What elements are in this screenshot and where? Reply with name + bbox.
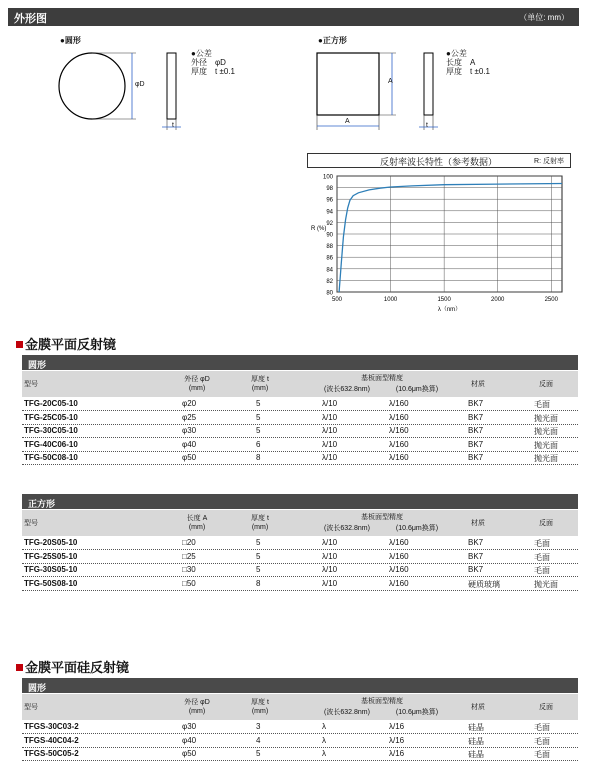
cell-material: BK7 (468, 565, 484, 574)
cell-conversion: λ/160 (389, 453, 409, 462)
section1-title: 金膜平面反射镜 (25, 337, 117, 352)
cell-backside: 毛面 (534, 400, 550, 409)
cell-size: φ50 (182, 749, 197, 758)
section2-title: 金膜平面硅反射镜 (25, 660, 130, 675)
cell-backside: 毛面 (534, 750, 550, 759)
cell-model: TFG-40C06-10 (24, 439, 78, 449)
dim-t-label: t (172, 122, 174, 129)
cell-thickness: 5 (256, 551, 261, 561)
square-tolerance-thickness: 厚度 t ±0.1 (446, 67, 490, 76)
cell-thickness: 5 (256, 749, 261, 758)
cell-model: TFG-25S05-10 (24, 551, 78, 561)
s1t1-header (22, 371, 578, 397)
square-tolerance-length: 长度 A (446, 58, 476, 67)
s2t1-h-wavelength: (波长632.8nm) (324, 709, 370, 716)
y-tick-label: 90 (326, 232, 333, 239)
s1t2-h-material: 材质 (471, 520, 485, 527)
cell-thickness: 4 (256, 735, 261, 745)
cell-size: □30 (182, 565, 196, 574)
cell-backside: 毛面 (534, 736, 550, 746)
cell-thickness: 5 (256, 399, 261, 408)
cell-backside: 毛面 (534, 723, 550, 732)
s2t1-h-backside: 反面 (539, 704, 553, 711)
s1t2-h-backside: 反面 (539, 520, 553, 527)
cell-material: 硅晶 (468, 736, 484, 746)
page-header-title: 外形图 (14, 13, 47, 25)
cell-conversion: λ/160 (389, 578, 409, 588)
s2t1-h-thickness: 厚度 t (mm) (251, 699, 269, 715)
s1t2-h-conversion: (10.6μm换算) (395, 525, 439, 532)
cell-flatness: λ/10 (322, 426, 338, 435)
cell-thickness: 5 (256, 565, 261, 574)
chart-title-box (307, 153, 571, 168)
table-row (22, 425, 578, 438)
unit-label: （单位: mm） (519, 13, 569, 22)
cell-model: TFGS-50C05-2 (24, 749, 79, 758)
cell-conversion: λ/160 (389, 538, 409, 547)
cell-model: TFG-30S05-10 (24, 565, 78, 574)
s2t1-h-material: 材质 (471, 704, 485, 711)
cell-backside: 毛面 (534, 539, 550, 548)
cell-model: TFG-20C05-10 (24, 399, 78, 408)
y-tick-label: 80 (326, 290, 333, 297)
s1t1-band-label: 圆形 (28, 360, 47, 370)
cell-backside: 抛光面 (534, 579, 558, 589)
table-row (22, 412, 578, 425)
cell-size: φ30 (182, 426, 197, 435)
cell-backside: 抛光面 (534, 440, 558, 450)
table-row (22, 748, 578, 761)
square-side-view (424, 53, 433, 115)
cell-model: TFG-50C08-10 (24, 453, 78, 462)
round-tolerance-thickness: 厚度 t ±0.1 (191, 67, 235, 76)
cell-thickness: 8 (256, 453, 261, 462)
dim-a-bottom-label: A (345, 118, 350, 125)
cell-flatness: λ/10 (322, 412, 338, 422)
cell-material: BK7 (468, 412, 484, 422)
cell-flatness: λ/10 (322, 578, 338, 588)
cell-flatness: λ/10 (322, 399, 338, 408)
cell-conversion: λ/160 (389, 565, 409, 574)
y-tick-label: 100 (322, 174, 333, 181)
cell-conversion: λ/160 (389, 412, 409, 422)
cell-thickness: 3 (256, 722, 261, 731)
section2-heading (16, 657, 129, 676)
round-front-view (59, 53, 125, 119)
x-tick-label: 500 (331, 297, 343, 303)
cell-material: BK7 (468, 551, 484, 561)
s1t2-band (22, 494, 578, 509)
cell-conversion: λ/160 (389, 399, 409, 408)
s1t2-h-wavelength: (波长632.8nm) (324, 525, 370, 532)
cell-model: TFG-20S05-10 (24, 538, 78, 547)
round-tolerance-title: ●公差 (191, 49, 212, 58)
cell-material: BK7 (468, 453, 484, 462)
table-row (22, 439, 578, 452)
s2t1-header (22, 694, 578, 720)
cell-model: TFG-50S08-10 (24, 578, 78, 588)
cell-material: BK7 (468, 399, 484, 408)
chart-legend: R: 反射率 (534, 158, 564, 165)
cell-material: 硅晶 (468, 750, 484, 759)
s1t1-h-conversion: (10.6μm换算) (395, 386, 439, 393)
round-mirror-drawing (40, 44, 200, 134)
cell-conversion: λ/160 (389, 439, 409, 449)
page-header-bar (8, 8, 579, 26)
cell-flatness: λ/10 (322, 538, 338, 547)
table-row (22, 551, 578, 564)
s2t1-h-flatness: 基板面型精度 (361, 698, 403, 705)
cell-flatness: λ (322, 722, 326, 731)
s2t1-band (22, 678, 578, 693)
cell-thickness: 6 (256, 439, 261, 449)
s1t2-header (22, 510, 578, 536)
cell-model: TFG-30C05-10 (24, 426, 78, 435)
round-tolerance-diameter: 外径 φD (191, 58, 226, 67)
chart-title: 反射率波长特性（参考数据） (380, 157, 498, 167)
s1t1-h-thickness: 厚度 t (mm) (251, 376, 269, 392)
square-dim-t-label: t (426, 122, 428, 129)
cell-size: φ25 (182, 412, 197, 422)
x-tick-label: 1000 (383, 297, 398, 303)
round-drawing-title: ●圆形 (60, 36, 81, 45)
cell-backside: 毛面 (534, 552, 550, 562)
table-row (22, 578, 578, 591)
cell-backside: 毛面 (534, 566, 550, 575)
x-tick-label: 2500 (544, 297, 558, 303)
cell-size: □50 (182, 578, 196, 588)
cell-model: TFGS-40C04-2 (24, 735, 79, 745)
cell-size: φ50 (182, 453, 197, 462)
cell-conversion: λ/16 (389, 735, 405, 745)
table-row (22, 721, 578, 734)
s1t1-h-wavelength: (波长632.8nm) (324, 386, 370, 393)
cell-size: φ40 (182, 439, 197, 449)
cell-thickness: 5 (256, 426, 261, 435)
square-drawing-title: ●正方形 (318, 36, 347, 45)
cell-size: □25 (182, 551, 196, 561)
y-tick-label: 96 (326, 197, 333, 204)
section1-heading (16, 334, 116, 353)
cell-thickness: 8 (256, 578, 261, 588)
s1t1-h-flatness: 基板面型精度 (361, 375, 403, 382)
cell-conversion: λ/16 (389, 749, 405, 758)
cell-flatness: λ (322, 749, 326, 758)
reflectance-chart (300, 168, 580, 320)
dim-d-label: φD (135, 81, 145, 88)
s1t1-h-model: 型号 (24, 381, 38, 388)
s1t2-h-length: 长度 A (mm) (186, 515, 208, 531)
cell-conversion: λ/16 (389, 722, 405, 731)
y-tick-label: 82 (326, 278, 333, 285)
cell-size: φ20 (182, 399, 197, 408)
square-front-view (317, 53, 379, 115)
table-row (22, 398, 578, 411)
red-square-bullet (16, 664, 23, 671)
cell-material: BK7 (468, 426, 484, 435)
table-row (22, 537, 578, 550)
y-tick-label: 98 (326, 186, 333, 193)
y-axis-label: R (%) (311, 226, 327, 232)
cell-material: BK7 (468, 439, 484, 449)
s2t1-h-conversion: (10.6μm换算) (395, 709, 439, 716)
dim-a-side-label: A (388, 78, 393, 85)
cell-size: φ30 (182, 722, 197, 731)
cell-size: □20 (182, 538, 196, 547)
y-tick-label: 92 (326, 220, 333, 227)
s1t2-h-thickness: 厚度 t (mm) (251, 515, 269, 531)
cell-thickness: 5 (256, 412, 261, 422)
cell-material: 硅晶 (468, 723, 484, 732)
s1t2-h-flatness: 基板面型精度 (361, 514, 403, 521)
cell-flatness: λ/10 (322, 551, 338, 561)
cell-backside: 抛光面 (534, 427, 558, 436)
table-row (22, 564, 578, 577)
cell-model: TFG-25C05-10 (24, 412, 78, 422)
cell-backside: 抛光面 (534, 454, 558, 463)
square-tolerance-title: ●公差 (446, 49, 467, 58)
table-row (22, 452, 578, 465)
s1t2-h-model: 型号 (24, 520, 38, 527)
y-tick-label: 86 (326, 255, 333, 262)
cell-conversion: λ/160 (389, 426, 409, 435)
cell-thickness: 5 (256, 538, 261, 547)
x-tick-label: 2000 (491, 297, 505, 303)
round-side-view (167, 53, 176, 119)
cell-flatness: λ/10 (322, 565, 338, 574)
cell-flatness: λ/10 (322, 453, 338, 462)
x-axis-label: λ（nm） (437, 307, 462, 313)
cell-flatness: λ/10 (322, 439, 338, 449)
cell-flatness: λ (322, 735, 326, 745)
cell-backside: 抛光面 (534, 413, 558, 423)
cell-size: φ40 (182, 735, 197, 745)
y-tick-label: 88 (326, 244, 333, 251)
s2t1-h-model: 型号 (24, 704, 38, 711)
y-tick-label: 84 (326, 267, 333, 274)
cell-conversion: λ/160 (389, 551, 409, 561)
table-row (22, 735, 578, 748)
s1t1-band (22, 355, 578, 370)
s1t1-h-diameter: 外径 φD (mm) (184, 376, 210, 392)
red-square-bullet (16, 341, 23, 348)
s1t1-h-backside: 反面 (539, 381, 553, 388)
s1t2-band-label: 正方形 (28, 499, 56, 509)
s2t1-band-label: 圆形 (28, 683, 47, 693)
s2t1-h-diameter: 外径 φD (mm) (184, 699, 210, 715)
y-tick-label: 94 (326, 209, 333, 216)
cell-model: TFGS-30C03-2 (24, 722, 79, 731)
s1t1-h-material: 材质 (471, 381, 485, 388)
cell-material: BK7 (468, 538, 484, 547)
cell-material: 硬质玻璃 (468, 579, 500, 589)
x-tick-label: 1500 (437, 297, 451, 303)
